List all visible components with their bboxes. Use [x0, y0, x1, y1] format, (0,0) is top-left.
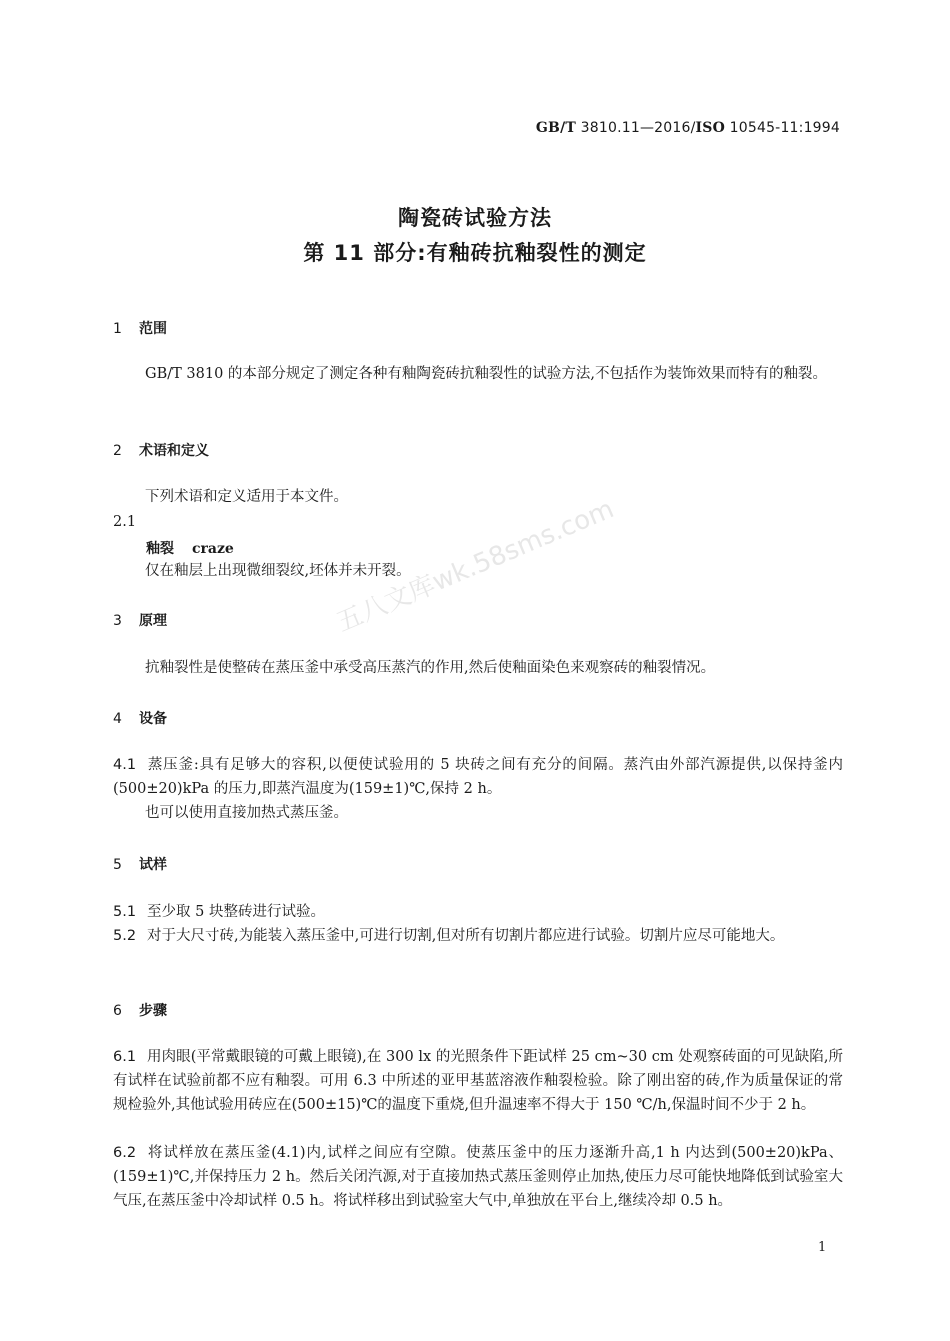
scope-text: GB/T 3810 的本部分规定了测定各种有釉陶瓷砖抗釉裂性的试验方法,不包括作为装饰效果而特有的釉裂。: [145, 366, 828, 382]
section-heading-apparatus: 4 设备: [113, 711, 167, 727]
clause-6-2: 6.2 将试样放在蒸压釜(4.1)内,试样之间应有空隙。使蒸压釜中的压力逐渐升高,1 h 内达到(500±20)kPa、(159±1)℃,并保持压力 2 h。然后关闭汽源,对于直接加热式蒸压釜则停止加热,使压力尽可能快地降低到试验室大气压,在蒸压釜中冷却试样 0.5 h。将试样移出到试验室大气中,单独放在平台上,继续冷却 0.5 h。: [113, 1145, 843, 1209]
term-entry: 釉裂 craze: [146, 541, 234, 557]
standard-code: GB/T 3810.11—2016/ISO 10545-11:1994: [535, 120, 840, 136]
term-definition: 仅在釉层上出现微细裂纹,坯体并未开裂。: [145, 563, 411, 579]
watermark: 五八文库wk.58sms.com: [332, 494, 619, 639]
terms-intro: 下列术语和定义适用于本文件。: [145, 489, 348, 505]
clause-number-2-1: 2.1: [113, 514, 137, 530]
section-heading-specimens: 5 试样: [113, 857, 167, 873]
section-heading-scope: 1 范围: [113, 321, 167, 337]
section-heading-procedure: 6 步骤: [113, 1003, 167, 1019]
section-heading-principle: 3 原理: [113, 613, 167, 629]
section-heading-terms: 2 术语和定义: [113, 443, 209, 459]
document-subtitle: 第 11 部分:有釉砖抗釉裂性的测定: [303, 241, 647, 265]
principle-text: 抗釉裂性是使整砖在蒸压釜中承受高压蒸汽的作用,然后使釉面染色来观察砖的釉裂情况。: [145, 660, 716, 676]
page-number: 1: [818, 1240, 827, 1255]
clause-4-1: 4.1 蒸压釜:具有足够大的容积,以便使试验用的 5 块砖之间有充分的间隔。蒸汽由外部汽源提供,以保持釜内(500±20)kPa 的压力,即蒸汽温度为(159±1)℃,保持 2 h。: [113, 757, 843, 797]
clause-4-1-note: 也可以使用直接加热式蒸压釜。: [145, 805, 348, 821]
document-title: 陶瓷砖试验方法: [398, 206, 552, 230]
clause-5-2: 5.2 对于大尺寸砖,为能装入蒸压釜中,可进行切割,但对所有切割片都应进行试验。切割片应尽可能地大。: [113, 928, 785, 944]
clause-6-1: 6.1 用肉眼(平常戴眼镜的可戴上眼镜),在 300 lx 的光照条件下距试样 25 cm~30 cm 处观察砖面的可见缺陷,所有试样在试验前都不应有釉裂。可用 6.3 中所述的亚甲基蓝溶液作釉裂检验。除了刚出窑的砖,作为质量保证的常规检验外,其他试验用砖应在(500±15)℃的温度下重烧,但升温速率不得大于 150 ℃/h,保温时间不少于 2 h。: [113, 1049, 843, 1113]
clause-5-1: 5.1 至少取 5 块整砖进行试验。: [113, 904, 325, 920]
